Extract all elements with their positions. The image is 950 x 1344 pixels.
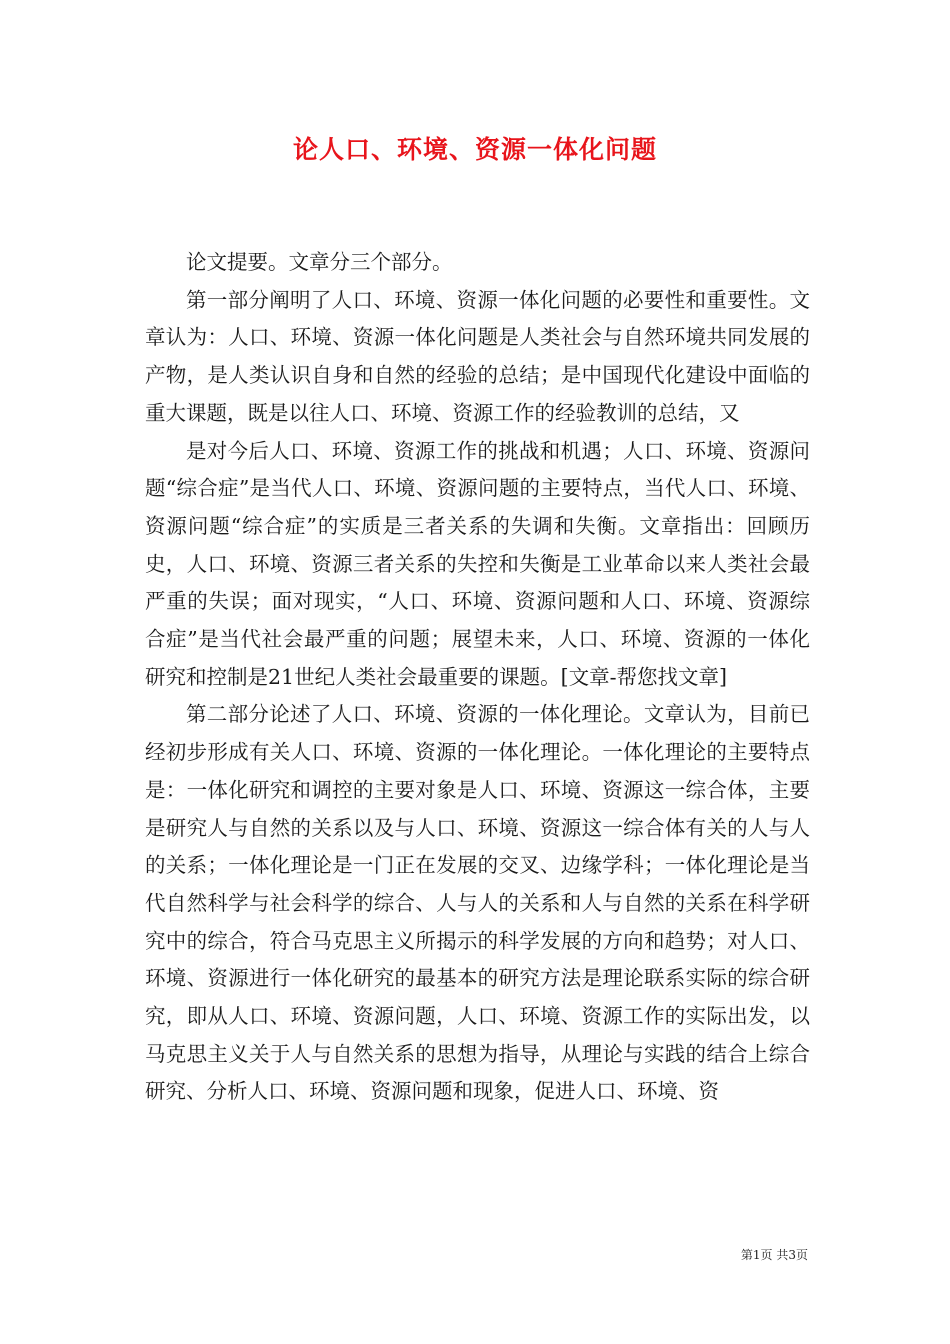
paragraph-part-two: 第二部分论述了人口、环境、资源的一体化理论。文章认为，目前已经初步形成有关人口、环境、资源的一体化理论。一体化理论的主要特点是：一体化研究和调控的主要对象是人口、环境、资源这一综合体，主要是研究人与自然的关系以及与人口、环境、资源这一综合体有关的人与人的关系；一体化理论是一门正在发展的交叉、边缘学科；一体化理论是当代自然科学与社会科学的综合、人与人的关系和人与自然的关系在科学研究中的综合，符合马克思主义所揭示的科学发展的方向和趋势；对人口、环境、资源进行一体化研究的最基本的研究方法是理论联系实际的综合研究，即从人口、环境、资源问题，人口、环境、资源工作的实际出发，以马克思主义关于人与自然关系的思想为指导，从理论与实践的结合上综合研究、分析人口、环境、资源问题和现象，促进人口、环境、资 — [145, 702, 810, 1104]
paragraph-abstract: 论文提要。文章分三个部分。 — [186, 250, 453, 274]
paragraph-part-one: 第一部分阐明了人口、环境、资源一体化问题的必要性和重要性。文章认为：人口、环境、资源一体化问题是人类社会与自然环境共同发展的产物，是人类认识自身和自然的经验的总结；是中国现代化建设中面临的重大课题，既是以往人口、环境、资源工作的经验教训的总结，又 — [145, 287, 810, 425]
page-number: 第1页 共3页 — [740, 1248, 808, 1262]
paragraph-part-one-continued: 是对今后人口、环境、资源工作的挑战和机遇；人口、环境、资源问题“综合症”是当代人口、环境、资源问题的主要特点，当代人口、环境、资源问题“综合症”的实质是三者关系的失调和失衡。文章指出：回顾历史，人口、环境、资源三者关系的失控和失衡是工业革命以来人类社会最严重的失误；面对现实，“人口、环境、资源问题和人口、环境、资源综合症”是当代社会最严重的问题；展望未来，人口、环境、资源的一体化研究和控制是21世纪人类社会最重要的课题。[文章-帮您找文章] — [145, 438, 810, 689]
document-body — [145, 244, 810, 1111]
page-title: 论人口、环境、资源一体化问题 — [292, 135, 657, 164]
